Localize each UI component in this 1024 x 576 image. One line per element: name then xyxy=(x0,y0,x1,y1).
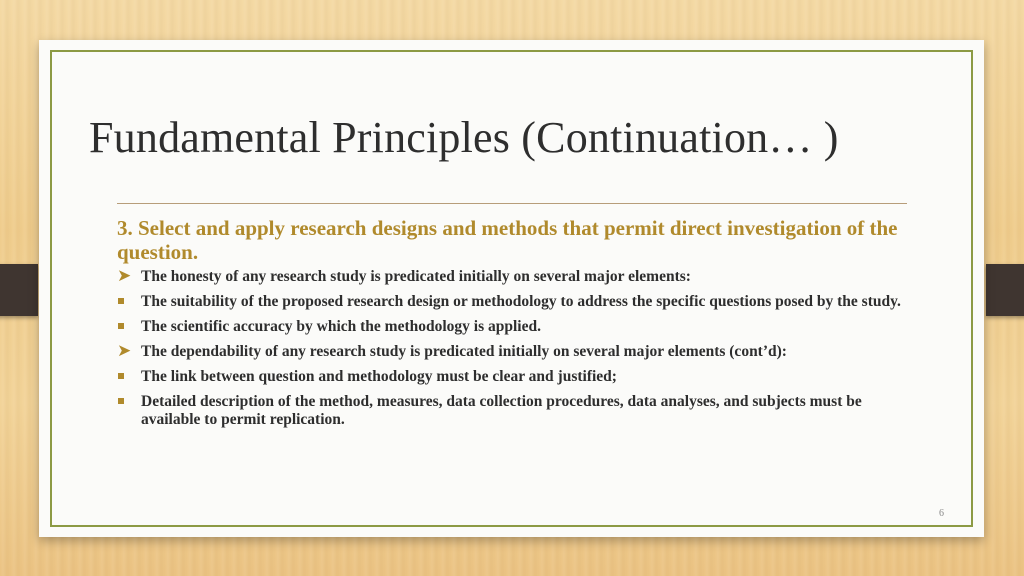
square-bullet-icon xyxy=(118,373,124,379)
title-divider xyxy=(117,203,907,204)
square-bullet-icon xyxy=(118,323,124,329)
square-bullet-icon xyxy=(118,398,124,404)
slide-content xyxy=(117,216,907,436)
arrow-bullet-icon: ➤ xyxy=(117,341,132,361)
list-item-text: The suitability of the proposed research design or methodology to address the specific questions posed by the study. xyxy=(141,293,901,310)
right-side-tab xyxy=(986,264,1024,316)
list-item xyxy=(117,293,907,311)
slide-title: Fundamental Principles (Continuation… ) xyxy=(89,113,839,162)
square-bullet-icon xyxy=(118,298,124,304)
bullet-list xyxy=(117,268,907,429)
arrow-bullet-icon: ➤ xyxy=(117,266,132,286)
list-item xyxy=(117,393,907,429)
left-side-tab xyxy=(0,264,38,316)
list-item-text: Detailed description of the method, measures, data collection procedures, data analyses, and subjects must be available to permit replication. xyxy=(141,393,862,428)
list-item xyxy=(117,268,907,286)
list-item-text: The honesty of any research study is predicated initially on several major elements: xyxy=(141,268,691,285)
list-item-text: The dependability of any research study is predicated initially on several major elements (cont’d): xyxy=(141,343,787,360)
list-item xyxy=(117,368,907,386)
principle-heading: 3. Select and apply research designs and methods that permit direct investigation of the question. xyxy=(117,216,898,264)
list-item-text: The link between question and methodology must be clear and justified; xyxy=(141,368,617,385)
page-number: 6 xyxy=(939,508,944,519)
list-item-text: The scientific accuracy by which the methodology is applied. xyxy=(141,318,541,335)
list-item xyxy=(117,318,907,336)
list-item xyxy=(117,343,907,361)
